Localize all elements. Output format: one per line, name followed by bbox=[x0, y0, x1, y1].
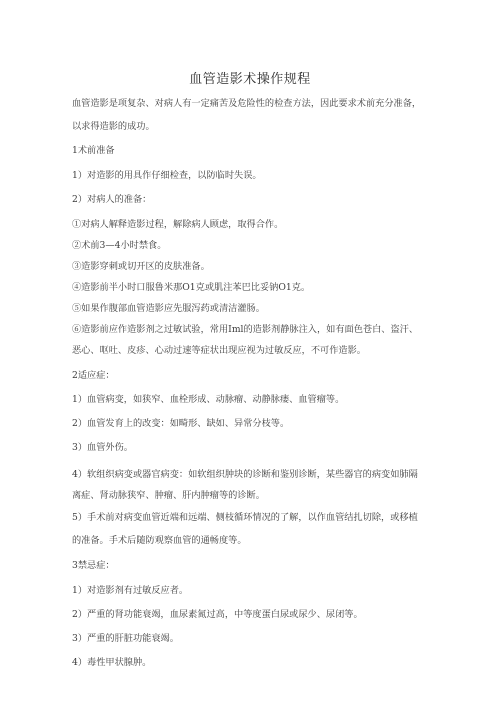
intro-line-2: 以求得造影的成功。 bbox=[72, 121, 155, 132]
list-item: ①对病人解释造影过程，解除病人顾虑，取得合作。 bbox=[72, 219, 284, 230]
list-item: 3）血管外伤。 bbox=[72, 442, 133, 453]
list-item-continuation: 的准备。手术后随防观察血管的通畅度等。 bbox=[72, 535, 247, 546]
list-item: 1）血管病变，如狭窄、血栓形成、动脉瘤、动静脉瘘、血管瘤等。 bbox=[72, 394, 345, 405]
list-item: ⑤如果作腹部血管造影应先服泻药或清洁灌肠。 bbox=[72, 303, 265, 314]
intro-line-1: 血管造影是项复杂、对病人有一定痛苦及危险性的检查方法，因此要求术前充分准备， bbox=[72, 98, 422, 109]
list-item: 2）血管发育上的改变：如畸形、缺如、异常分枝等。 bbox=[72, 418, 290, 429]
list-item-continuation: 恶心、呕吐、皮疹、心动过速等症状出现应视为过敏反应，不可作造影。 bbox=[72, 345, 366, 356]
list-item: 4）毒性甲状腺肿。 bbox=[72, 657, 152, 668]
list-item: ④造影前半小时口服鲁米那O1克或肌注苯巴比妥钠O1克。 bbox=[72, 282, 311, 293]
list-item: ②术前3—4小时禁食。 bbox=[72, 240, 167, 251]
list-item: 5）手术前对病变血管近端和远端、侧枝循环情况的了解，以作血管结扎切除，或移植 bbox=[72, 512, 418, 523]
page-title: 血管造影术操作规程 bbox=[189, 72, 311, 87]
list-item: 3）严重的肝脏功能衰竭。 bbox=[72, 633, 179, 644]
section-heading-contraindications: 3禁忌症： bbox=[72, 560, 115, 571]
list-item: 4）软组织病变或器官病变：如软组织肿块的诊断和鉴别诊断，某些器官的病变如肺隔 bbox=[72, 469, 418, 480]
list-item: 2）严重的肾功能衰竭，血尿素氮过高，中等度蛋白尿或尿少、尿闭等。 bbox=[72, 609, 363, 620]
list-item: ⑥造影前应作造影剂之过敏试验，常用Iml的造影剂静脉注入，如有面色苍白、盗汗、 bbox=[72, 324, 419, 335]
list-item-continuation: 离症、肾动脉狭窄、肿瘤、肝内肿瘤等的诊断。 bbox=[72, 490, 265, 501]
section-heading-preparation: 1术前准备 bbox=[72, 145, 115, 156]
list-item: 2）对病人的准备： bbox=[72, 194, 152, 205]
list-item: 1）对造影的用具作仔细检查，以防临时失误。 bbox=[72, 170, 262, 181]
section-heading-indications: 2适应症： bbox=[72, 370, 115, 381]
list-item: 1）对造影剂有过敏反应者。 bbox=[72, 585, 189, 596]
list-item: ③造影穿刺或切开区的皮肤准备。 bbox=[72, 261, 210, 272]
